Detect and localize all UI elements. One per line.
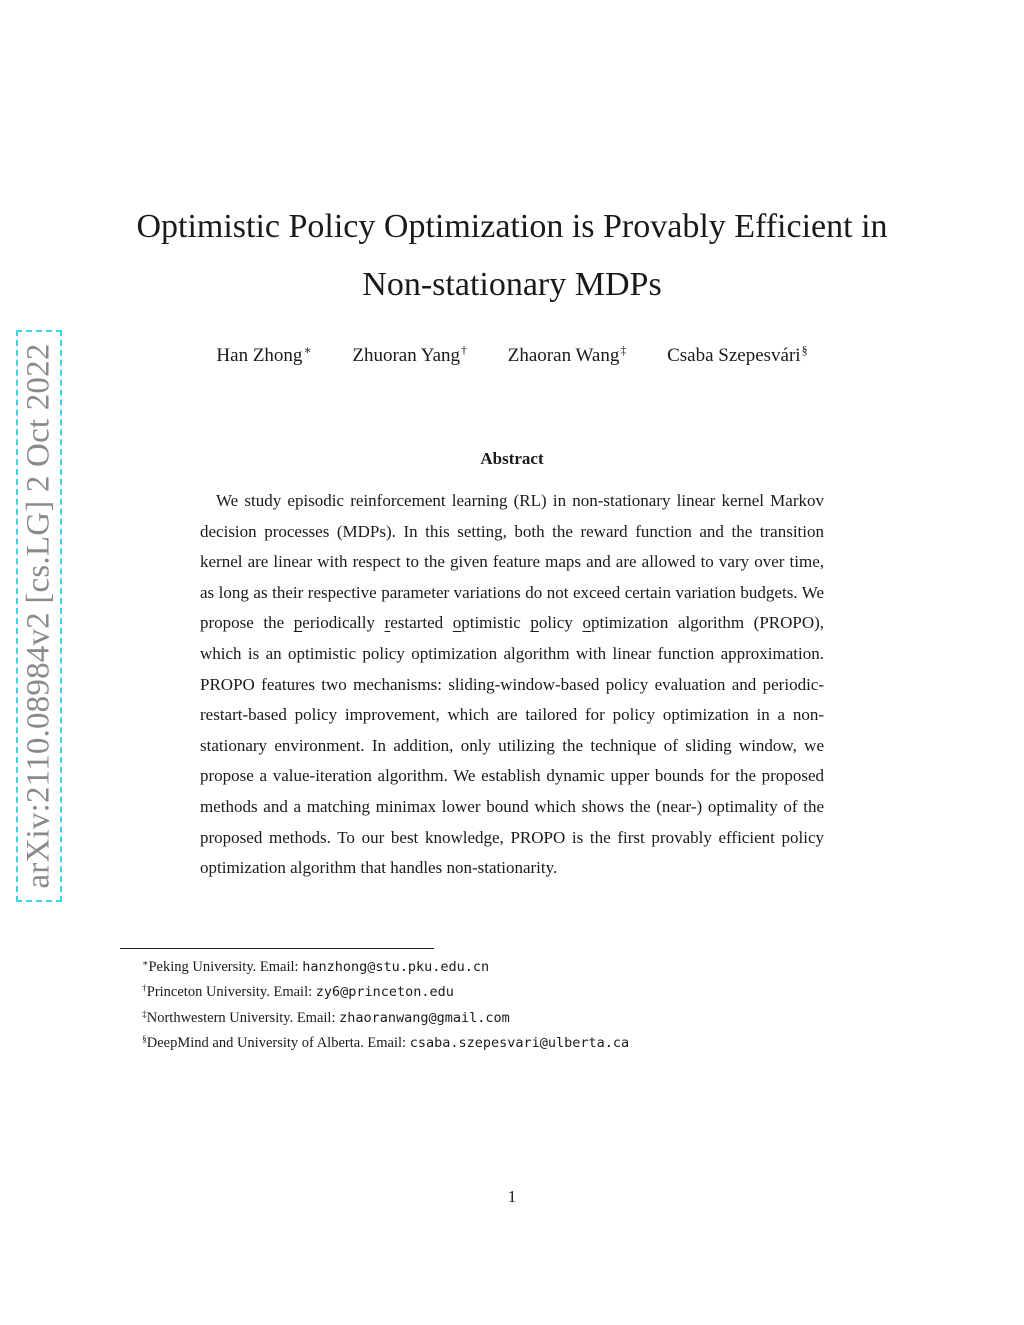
footnote-divider [120,948,434,949]
abstract-word-eriodically: eriodically [302,613,385,633]
page-number: 1 [507,1187,517,1206]
abstract-word-estarted: estarted [390,613,444,633]
author-name: Zhaoran Wang [507,345,620,366]
footnote-princeton [142,978,629,1003]
author-footnote-mark: § [801,343,808,357]
footnote-northwestern [142,1004,629,1029]
footnote-peking [142,953,629,978]
author-zhuoran-yang [352,343,467,367]
footnote-email: zhaoranwang@gmail.com [339,1009,510,1026]
author-footnote-mark: ∗ [303,343,312,357]
footnote-text: Northwestern University. Email: [146,1009,340,1026]
acronym-letter-p-2: p [530,613,539,633]
abstract-word-ptimistic: ptimistic [461,613,531,633]
acronym-letter-o-2: o [582,613,591,633]
arxiv-identifier-stamp [16,330,62,902]
author-footnote-mark: ‡ [620,343,627,357]
footnote-mark: ∗ [142,959,149,969]
author-list [0,343,1024,367]
footnote-email: csaba.szepesvari@ulberta.ca [409,1034,630,1051]
abstract-text-part-1: We study episodic reinforcement learning (RL) in non-stationary linear kernel Markov decision processes (MDPs). In this setting, both the reward function and the transition kernel are linear with respect to the given feature maps and are allowed to vary over time, as long as their respective parameter variations do not exceed certain variation budgets. We propose the [200,491,824,633]
footnote-mark: ‡ [142,1009,147,1020]
footnote-text: Peking University. Email: [148,959,303,975]
author-han-zhong [216,343,311,367]
footnote-deepmind [142,1029,629,1054]
abstract-space [443,613,453,632]
author-name: Csaba Szepesvári [667,345,801,366]
author-name: Han Zhong [216,345,303,366]
abstract-heading: Abstract [480,449,544,468]
footnote-mark: † [142,984,147,995]
author-footnote-mark: † [461,343,468,357]
abstract-text-part-2: ptimization algorithm (PROPO), which is an optimistic policy optimization algorithm with linear function approximation. PROPO features two mechanisms: sliding-window-based policy evaluation and periodic-restart-based policy improvement, which are tailored for policy optimization in a non-stationary environment. In addition, only utilizing the technique of sliding window, we propose a value-iteration algorithm. We establish dynamic upper bounds for the proposed methods and a matching minimax lower bound which shows the (near-) optimality of the proposed methods. To our best knowledge, PROPO is the first provably efficient policy optimization algorithm that handles non-stationarity. [200,613,825,878]
abstract-word-olicy: olicy [538,613,583,633]
title-line-1: Optimistic Policy Optimization is Provably Efficient in [136,208,888,245]
abstract-body [200,486,824,884]
author-csaba-szepesvari [667,343,807,367]
arxiv-identifier-text: arXiv:2110.08984v2 [cs.LG] 2 Oct 2022 [20,343,57,889]
author-name: Zhuoran Yang [352,345,461,366]
footnotes [142,953,629,1054]
title-line-2: Non-stationary MDPs [362,266,662,303]
footnote-mark: § [142,1034,147,1045]
acronym-letter-p: p [293,613,303,633]
acronym-letter-r: r [384,613,391,633]
author-zhaoran-wang [508,343,627,367]
paper-title [100,198,924,314]
footnote-text: DeepMind and University of Alberta. Email: [146,1034,410,1051]
footnote-email: hanzhong@stu.pku.edu.cn [302,959,490,975]
acronym-letter-o-1: o [452,613,462,633]
footnote-text: Princeton University. Email: [146,984,316,1001]
footnote-email: zy6@princeton.edu [315,984,454,1001]
